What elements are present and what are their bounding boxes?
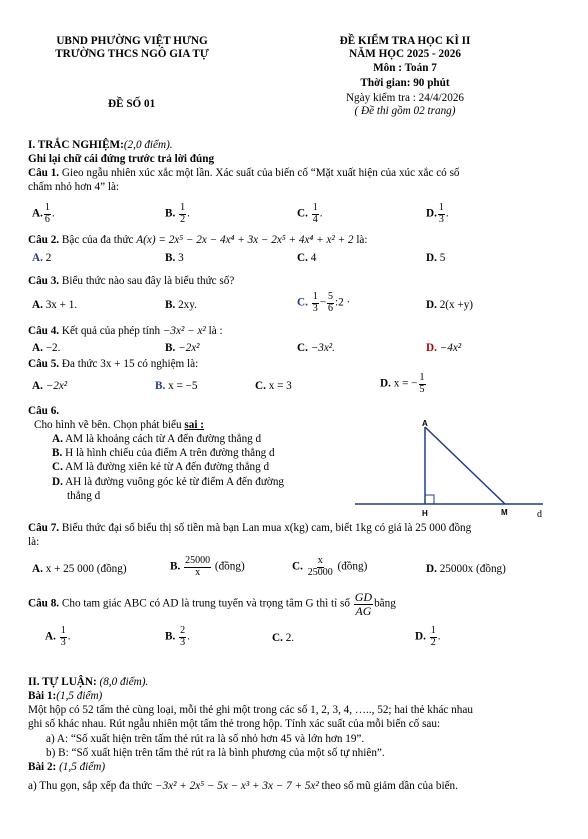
option-value: 3 <box>178 252 184 264</box>
fraction <box>312 203 319 225</box>
q7-stem-cont: là: <box>28 536 40 548</box>
unit: (đồng) <box>214 560 245 573</box>
option-key: C. <box>52 461 63 473</box>
option-key: A. <box>32 299 43 311</box>
q5-option-b <box>155 380 197 393</box>
denominator: 6 <box>328 302 333 314</box>
q3-text: Biểu thức nào sau đây là biểu thức số? <box>61 275 235 287</box>
subject: Môn : Toán 7 <box>373 62 437 74</box>
q1-stem <box>28 167 460 180</box>
part2-title: II. TỰ LUẬN: <box>28 676 97 688</box>
numerator: 25000 <box>185 555 211 566</box>
part2-points: (8,0 điểm). <box>99 676 149 688</box>
q4-option-c <box>297 342 335 355</box>
q8-stem <box>28 591 396 617</box>
b2-label: Bài 2: <box>28 761 57 773</box>
option-key: C. <box>272 632 283 644</box>
option-key: C. <box>297 342 308 354</box>
option-value: −2x² <box>178 342 200 354</box>
q8-option-a: A. $\frac{1}{3}$ . <box>45 625 71 648</box>
option-key: C. <box>292 560 303 573</box>
option-key: B. <box>165 299 176 311</box>
option-key: B. <box>165 207 176 220</box>
q7-option-c <box>292 556 367 578</box>
option-value: 2. <box>285 632 295 644</box>
q2-option-c <box>297 252 316 265</box>
numerator: 1 <box>430 625 436 636</box>
q6-option-a <box>52 433 261 446</box>
q7-option-b <box>170 556 245 578</box>
option-key: D. <box>426 342 437 354</box>
b1-text-1: Một hộp có 52 tấm thẻ cùng loại, mỗi thẻ ghi một trong các số 1, 2, 3, 4, ….., 52; hai thẻ khác nhau <box>28 704 473 716</box>
denominator: 3 <box>438 213 444 225</box>
option-key: B. <box>165 630 176 643</box>
q7-label: Câu 7. <box>28 522 60 534</box>
label-m: M <box>501 508 508 517</box>
option-value: 5 <box>439 252 446 264</box>
q2-expression: A(x) = 2x⁵ − 2x − 4x⁴ + 3x − 2x⁵ + 4x⁴ + x² + 2 <box>136 234 354 246</box>
q6-text: Cho hình vẽ bên. Chọn phát biểu <box>34 419 182 431</box>
numerator: 1 <box>438 202 444 213</box>
fraction <box>438 203 445 225</box>
q8-option-d: D. $\frac{1}{2}$ . <box>415 625 441 648</box>
option-key: B. <box>165 342 176 354</box>
exam-date: Ngày kiểm tra : 24/4/2026 <box>345 92 465 104</box>
option-value: x + 25 000 (đồng) <box>45 563 127 575</box>
b1-heading <box>28 690 102 703</box>
option-key: B. <box>52 447 63 459</box>
unit: (đồng) <box>337 560 368 573</box>
q8-option-b: B. $\frac{2}{3}$ . <box>165 625 190 648</box>
authority-name: UBND PHƯỜNG VIỆT HƯNG <box>56 35 208 47</box>
option-value: −4x² <box>439 342 462 354</box>
q2-text: Bậc của đa thức <box>61 234 134 246</box>
option-value: 2xy. <box>178 299 197 311</box>
option-value: 2 <box>45 252 52 264</box>
option-value: −2. <box>45 342 61 354</box>
q7-stem <box>28 522 471 535</box>
b2-a-suffix: theo số mũ giảm dần của biến. <box>321 780 458 792</box>
b1-points: (1,5 điểm) <box>56 690 103 702</box>
b1-label: Bài 1: <box>28 690 57 702</box>
q4-stem <box>28 325 223 338</box>
fraction <box>184 556 211 578</box>
option-key: A. <box>32 342 43 354</box>
q7-text: Biểu thức đại số biểu thị số tiền mà bạn Lan mua x(kg) cam, biết 1kg có giá là 25 000 đồng <box>61 522 472 534</box>
fraction <box>430 626 437 648</box>
b2-a-expression: −3x² + 2x⁵ − 5x − x³ + 3x − 7 + 5x² <box>155 780 319 792</box>
label-d: d <box>537 509 542 520</box>
numerator: 1 <box>419 372 425 383</box>
q1-option-d: D. $\frac{1}{3}$ . <box>426 202 449 225</box>
part2-heading <box>28 676 148 689</box>
q8-label: Câu 8. <box>28 597 60 610</box>
label-h: H <box>422 509 428 518</box>
fraction <box>179 203 186 225</box>
school-year: NĂM HỌC 2025 - 2026 <box>349 48 461 60</box>
option-key: A. <box>32 380 43 392</box>
q4-label: Câu 4. <box>28 325 60 337</box>
option-key: A. <box>45 630 56 643</box>
option-value: 2(x +y) <box>439 299 474 311</box>
option-key: C. <box>297 207 308 220</box>
option-key: C. <box>297 296 308 309</box>
q3-option-b <box>165 299 197 312</box>
option-key: A. <box>32 252 43 264</box>
b1-part-b: b) B: “Số xuất hiện trên tấm thẻ rút ra là bình phương của một số tự nhiên”. <box>46 747 385 759</box>
q4-option-d <box>426 342 461 355</box>
label-a: A <box>422 419 428 428</box>
part1-heading <box>28 139 173 152</box>
option-value: 3x + 1. <box>45 299 78 311</box>
segment-am <box>425 427 505 504</box>
option-key: D. <box>426 207 437 220</box>
q4-tail: là : <box>208 325 223 337</box>
denominator: 2 <box>180 213 186 225</box>
q4-option-a <box>32 342 60 355</box>
option-value: −3x². <box>310 342 335 354</box>
fraction <box>179 626 186 648</box>
option-key: B. <box>170 560 181 573</box>
q4-text: Kết quả của phép tính <box>61 325 161 337</box>
q8-option-c <box>272 632 294 645</box>
numerator: 1 <box>312 202 318 213</box>
option-key: A. <box>32 207 43 220</box>
b2-part-a <box>28 780 458 793</box>
q1-text: Gieo ngẫu nhiên xúc xắc một lần. Xác suất của biến cố “Mặt xuất hiện của xúc xắc có số <box>61 167 460 179</box>
option-key: C. <box>255 380 266 392</box>
q1-option-b: B. $\frac{1}{2}$ . <box>165 202 190 225</box>
q6-option-d <box>52 476 284 489</box>
q5-option-c <box>255 380 292 393</box>
page-count-note: ( Đề thi gồm 02 trang) <box>354 105 456 117</box>
option-key: A. <box>52 433 63 445</box>
numerator: x <box>317 555 323 566</box>
q3-option-d <box>426 299 473 312</box>
school-name: TRƯỜNG THCS NGÔ GIA TỰ <box>55 48 209 60</box>
q2-label: Câu 2. <box>28 234 60 246</box>
denominator: 3 <box>60 636 66 648</box>
denominator: 3 <box>312 302 318 314</box>
denominator: 25000 <box>307 566 333 578</box>
numerator: GD <box>354 590 373 604</box>
option-key: D. <box>52 476 63 488</box>
option-key: B. <box>165 252 176 264</box>
option-value: :2 · <box>335 296 351 309</box>
q4-expression: −3x² − x² <box>162 325 206 337</box>
option-value: x = − <box>393 377 418 390</box>
duration: Thời gian: 90 phút <box>360 77 450 89</box>
q6-label: Câu 6. <box>28 405 60 417</box>
option-value: AH là đường vuông góc kẻ từ điểm A đến đường <box>65 476 285 488</box>
q2-tail: là: <box>356 234 368 246</box>
option-key: A. <box>32 563 43 575</box>
exam-code: ĐỀ SỐ 01 <box>108 98 156 110</box>
exam-title: ĐỀ KIỂM TRA HỌC KÌ II <box>339 35 471 47</box>
q3-stem <box>28 275 234 288</box>
q5-label: Câu 5. <box>28 358 60 370</box>
denominator: 5 <box>419 383 425 395</box>
q5-text: Đa thức 3x + 15 có nghiệm là: <box>61 358 199 370</box>
denominator: x <box>195 566 201 578</box>
q6-option-c <box>52 461 269 474</box>
option-key: D. <box>426 563 437 575</box>
q8-tail: bằng <box>374 597 396 610</box>
part1-points: (2,0 điểm). <box>123 139 173 151</box>
part1-title: I. TRẮC NGHIỆM: <box>28 139 124 151</box>
option-key: C. <box>297 252 308 264</box>
q4-option-b <box>165 342 200 355</box>
option-key: D. <box>415 630 426 643</box>
q3-label: Câu 3. <box>28 275 60 287</box>
q2-option-a <box>32 252 51 265</box>
q7-option-d <box>426 563 506 576</box>
numerator: 1 <box>312 291 318 302</box>
fraction <box>327 292 334 314</box>
q6-emphasis: sai : <box>184 419 204 431</box>
q5-option-a <box>32 380 67 393</box>
denominator: 4 <box>312 213 318 225</box>
option-value: 4 <box>310 252 317 264</box>
q6-option-d-cont: thẳng d <box>67 490 101 502</box>
numerator: 1 <box>180 202 186 213</box>
q6-stem <box>34 419 204 432</box>
q2-stem <box>28 234 368 247</box>
q2-option-b <box>165 252 184 265</box>
option-key: D. <box>380 377 391 390</box>
option-value: x = 3 <box>268 380 292 392</box>
part1-instruction: Ghi lại chữ cái đứng trước trả lời đúng <box>28 153 215 165</box>
q1-option-c: C. $\frac{1}{4}$ . <box>297 202 323 225</box>
q7-option-a <box>32 563 127 576</box>
fraction <box>60 626 67 648</box>
option-value: −2x² <box>45 380 68 392</box>
fraction <box>312 292 319 314</box>
denominator: 3 <box>180 636 186 648</box>
option-value: x = −5 <box>168 380 198 392</box>
option-value: H là hình chiếu của điểm A trên đường thẳng d <box>65 447 275 459</box>
q1-option-a: A. $\frac{1}{6}$ . <box>32 202 55 225</box>
ratio-fraction <box>354 591 373 617</box>
b1-part-a: a) A: “Số xuất hiện trên tấm thẻ rút ra là số nhỏ hơn 45 và lớn hơn 19”. <box>46 733 365 745</box>
q5-stem <box>28 358 198 371</box>
b2-points: (1,5 điểm) <box>59 761 106 773</box>
numerator: 2 <box>180 625 186 636</box>
fraction <box>307 556 334 578</box>
b1-text-2: ghi số khác nhau. Rút ngẫu nhiên một tấm thẻ trong hộp. Tính xác suất của mỗi biến cố sau: <box>28 718 441 730</box>
numerator: 5 <box>328 291 333 302</box>
numerator: 1 <box>60 625 66 636</box>
option-key: D. <box>426 299 437 311</box>
q6-figure <box>355 415 555 525</box>
q6-option-b <box>52 447 275 460</box>
q3-option-a <box>32 299 77 312</box>
fraction <box>44 203 51 225</box>
fraction <box>419 373 426 395</box>
b2-a-prefix: a) Thu gọn, sắp xếp đa thức <box>28 780 153 792</box>
numerator: 1 <box>44 202 50 213</box>
b2-heading <box>28 761 105 774</box>
option-value: 25000x (đồng) <box>439 563 506 575</box>
denominator: AG <box>355 603 372 618</box>
option-value: AM là đường xiên kẻ từ A đến đường thẳng d <box>65 461 270 473</box>
right-angle-mark <box>425 495 434 504</box>
q3-option-c: C. $\frac{1}{3}$ − $\frac{5}{6}$ :2 · <box>297 291 351 314</box>
q1-stem-cont: chấm nhỏ hơn 4” là: <box>28 181 120 193</box>
q5-option-d <box>380 373 427 395</box>
q8-text: Cho tam giác ABC có AD là trung tuyến và trọng tâm G thì tỉ số <box>61 597 350 610</box>
denominator: 6 <box>44 213 50 225</box>
option-key: D. <box>426 252 437 264</box>
option-value: AM là khoảng cách từ A đến đường thẳng d <box>65 433 262 445</box>
denominator: 2 <box>430 636 436 648</box>
q2-option-d <box>426 252 445 265</box>
option-key: B. <box>155 380 166 392</box>
q1-label: Câu 1. <box>28 167 60 179</box>
